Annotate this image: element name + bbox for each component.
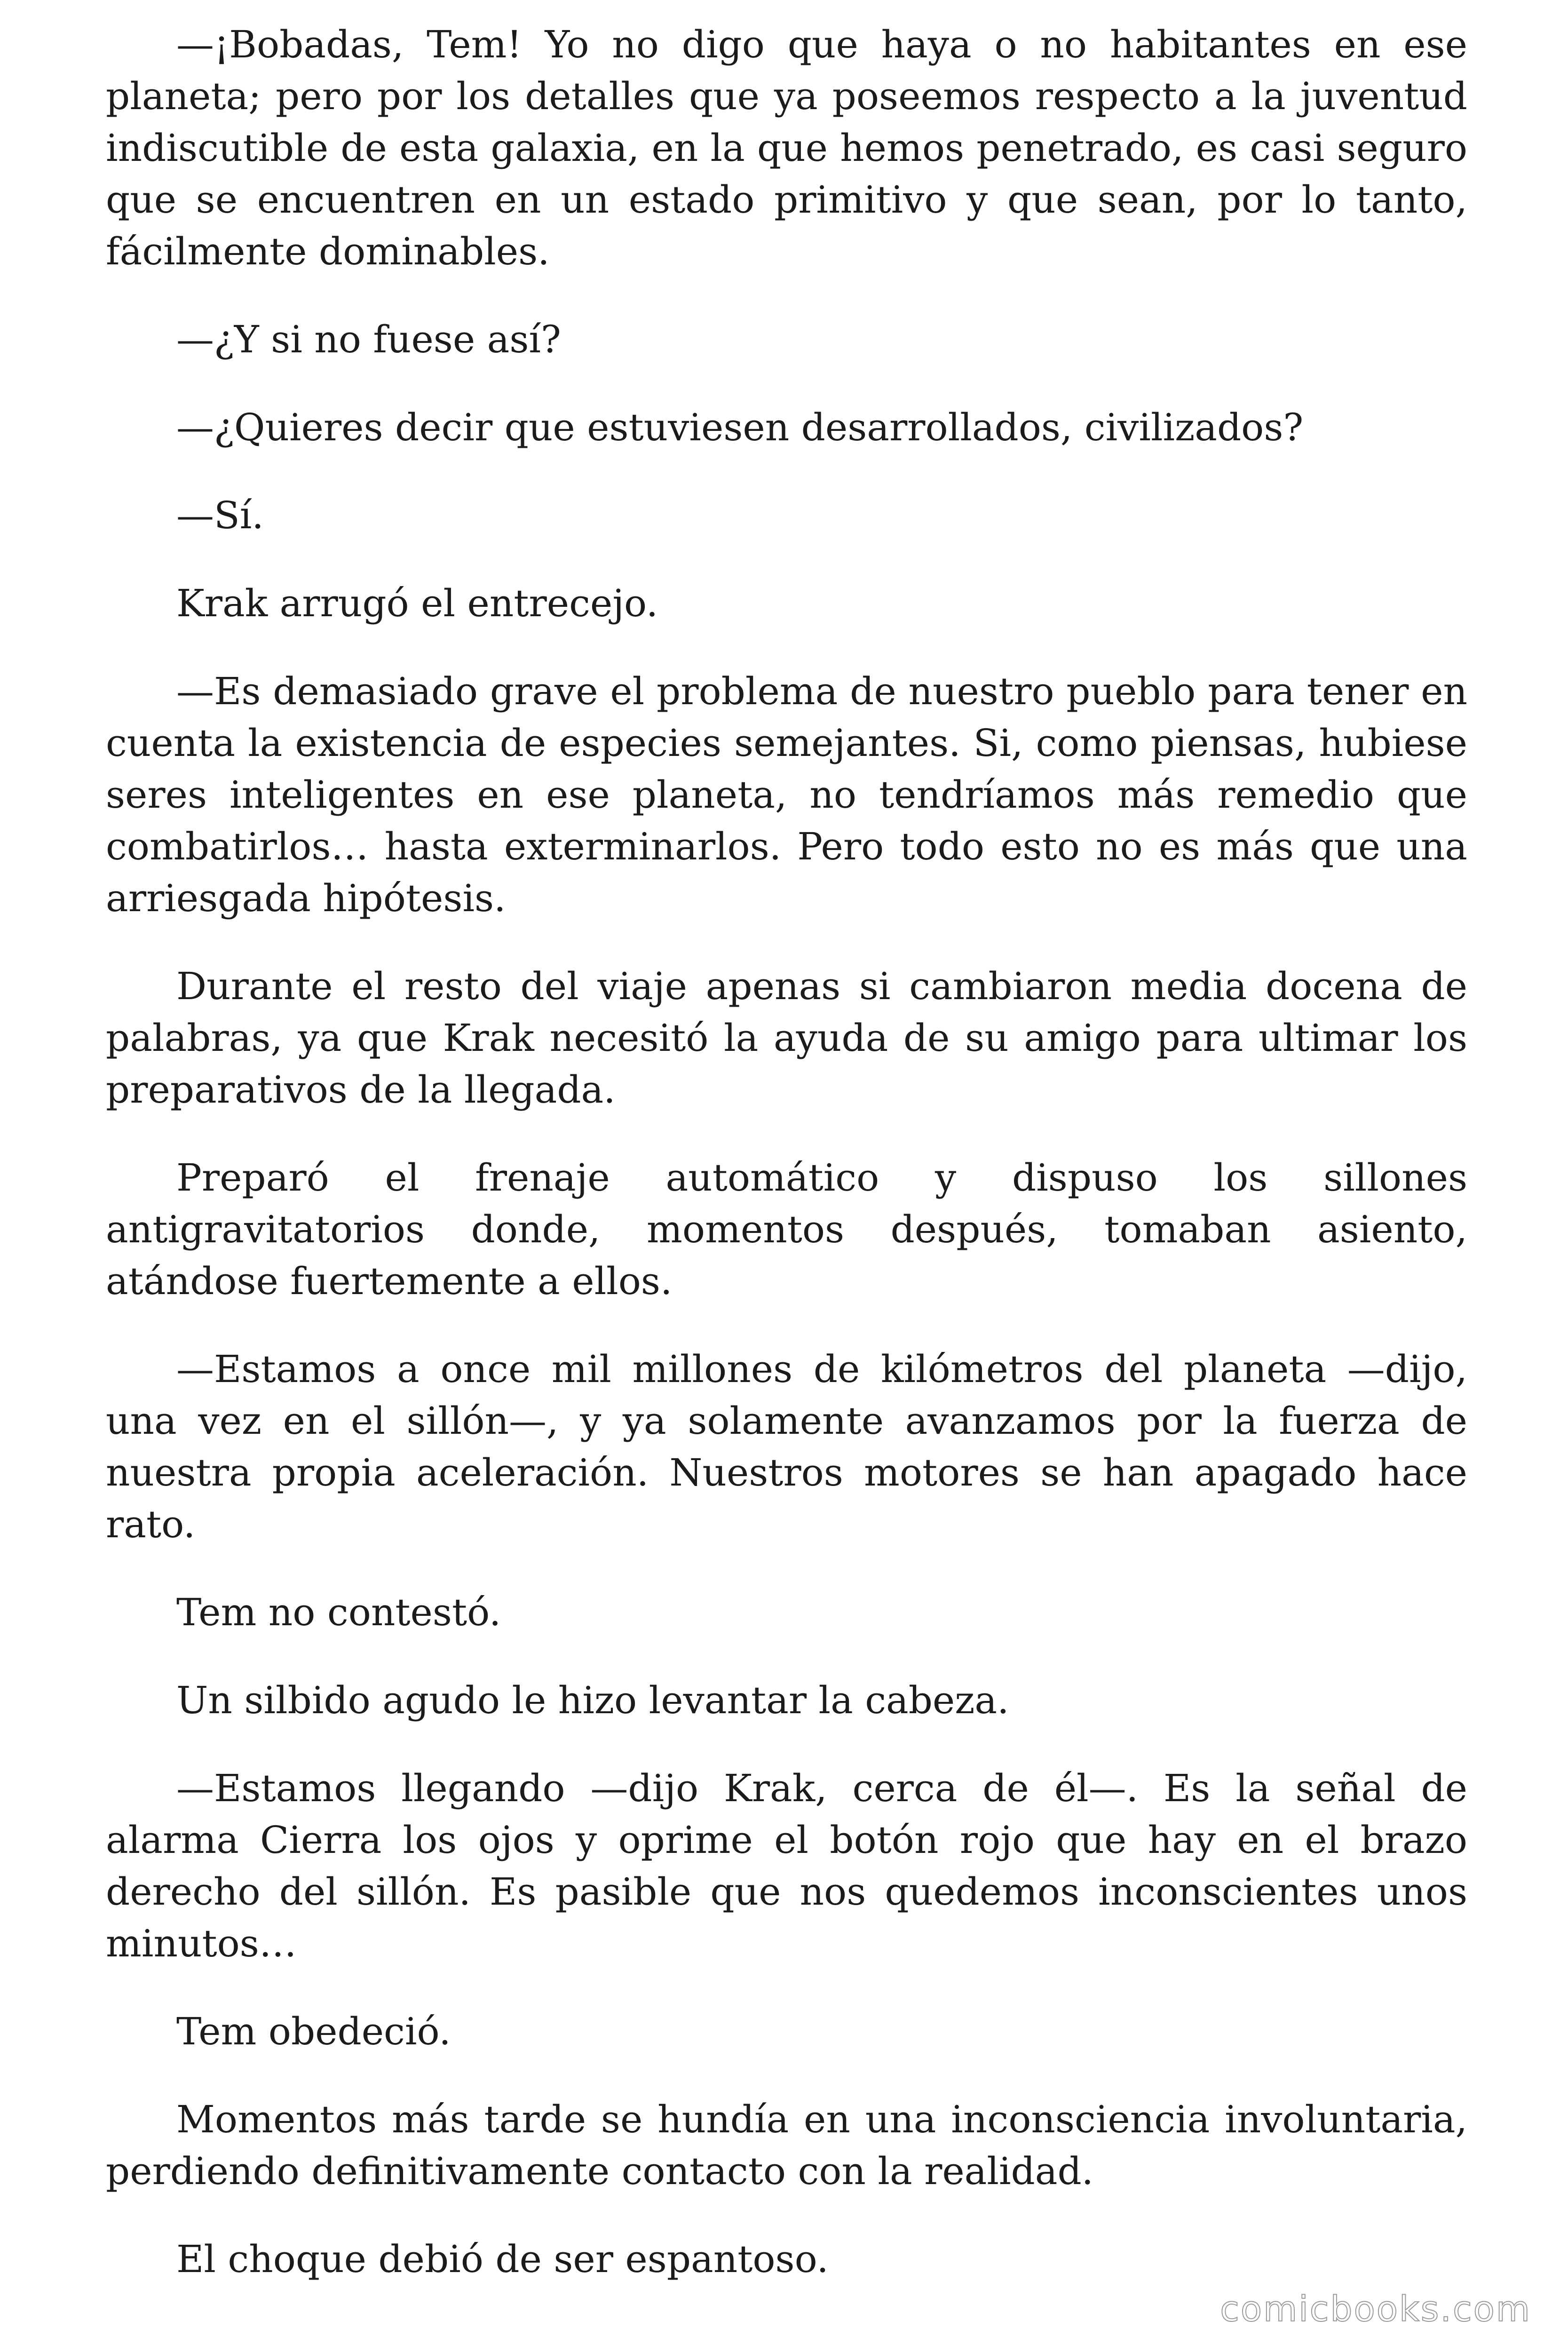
paragraph: —¿Y si no fuese así? bbox=[176, 318, 561, 361]
paragraph: Durante el resto del viaje apenas si cambiaron media docena de palabras, ya que Krak necesitó la ayuda de su amigo para ultimar los preparativos de la llegada. bbox=[106, 964, 1467, 1112]
paragraph: Tem no contestó. bbox=[176, 1590, 501, 1634]
paragraph: Tem obedeció. bbox=[176, 2010, 451, 2053]
paragraph: —Estamos llegando —dijo Krak, cerca de él—. Es la señal de alarma Cierra los ojos y oprime el botón rojo que hay en el brazo derecho del sillón. Es pasible que nos quedemos inconscientes unos minutos… bbox=[106, 1766, 1467, 1965]
paragraph: —¡Bobadas, Tem! Yo no digo que haya o no habitantes en ese planeta; pero por los detalles que ya poseemos respecto a la juventud indiscutible de esta galaxia, en la que hemos penetrado, es casi seguro que se encuentren en un estado primitivo y que sean, por lo tanto, fácilmente dominables. bbox=[106, 23, 1467, 273]
paragraph: Un silbido agudo le hizo levantar la cabeza. bbox=[176, 1678, 1009, 1722]
watermark: comicbooks.com bbox=[1220, 2289, 1531, 2329]
paragraph: Momentos más tarde se hundía en una inconsciencia involuntaria, perdiendo definitivamente contacto con la realidad. bbox=[106, 2098, 1467, 2193]
paragraph: —Estamos a once mil millones de kilómetros del planeta —dijo, una vez en el sillón—, y ya solamente avanzamos por la fuerza de nuestra propia aceleración. Nuestros motores se han apagado hace rato. bbox=[106, 1347, 1467, 1546]
page-text bbox=[106, 19, 1467, 2285]
paragraph: —¿Quieres decir que estuviesen desarrollados, civilizados? bbox=[176, 405, 1304, 449]
paragraph: Krak arrugó el entrecejo. bbox=[176, 581, 658, 625]
paragraph: —Sí. bbox=[176, 493, 264, 537]
paragraph: —Es demasiado grave el problema de nuestro pueblo para tener en cuenta la existencia de especies semejantes. Si, como piensas, hubiese seres inteligentes en ese planeta, no tendríamos más remedio que combatirlos… hasta exterminarlos. Pero todo esto no es más que una arriesgada hipótesis. bbox=[106, 669, 1467, 920]
paragraph: El choque debió de ser espantoso. bbox=[176, 2237, 829, 2281]
paragraph: Preparó el frenaje automático y dispuso los sillones antigravitatorios donde, momentos después, tomaban asiento, atándose fuertemente a ellos. bbox=[106, 1156, 1467, 1303]
